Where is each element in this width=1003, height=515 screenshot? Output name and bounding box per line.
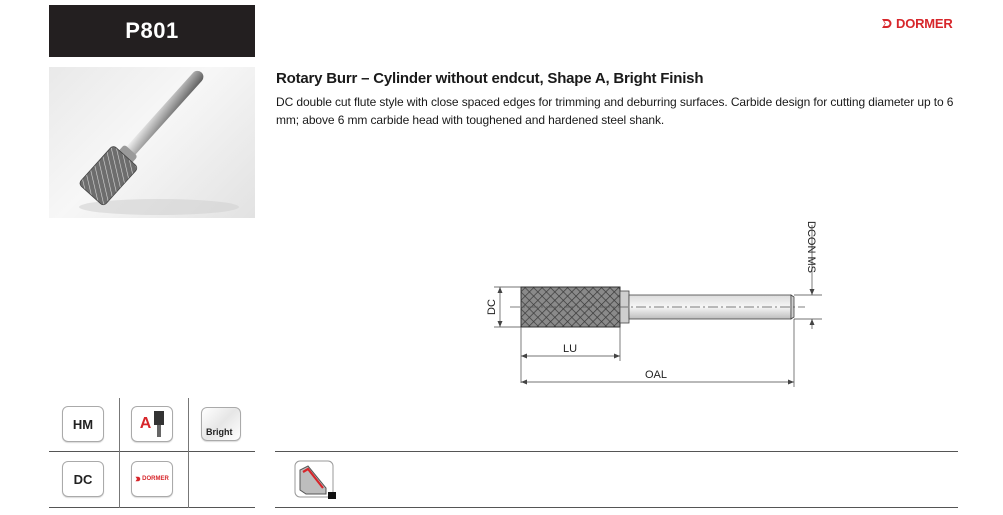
shape-badge <box>131 406 173 442</box>
dormer-logo-icon <box>881 18 893 29</box>
rotary-burr-image-icon <box>49 67 255 218</box>
finish-label: Bright <box>206 427 233 437</box>
lu-label: LU <box>562 343 578 355</box>
brand-name: DORMER <box>896 16 953 31</box>
material-badge: HM <box>62 406 104 442</box>
product-code: P801 <box>125 18 179 43</box>
brand-logo <box>881 16 953 31</box>
shape-badge-cell <box>131 405 173 443</box>
dc-label: DC <box>486 299 498 315</box>
application-divider <box>275 507 958 508</box>
product-description: DC double cut flute style with close spaced edges for trimming and deburring surfaces. Carbide design for cutting diameter up to 6 mm; above 6 mm carbide head with toughened and hardened steel shank. <box>276 95 954 127</box>
brand-badge <box>131 461 173 497</box>
grid-divider <box>49 451 255 452</box>
application-divider <box>275 451 958 452</box>
dormer-logo-icon <box>135 476 141 482</box>
grid-divider <box>49 507 255 508</box>
deburring-application-icon <box>294 460 338 500</box>
shape-letter: A <box>139 415 152 432</box>
material-badge-cell <box>62 405 104 443</box>
product-title: Rotary Burr – Cylinder without endcut, Shape A, Bright Finish <box>276 70 704 87</box>
oal-label: OAL <box>644 369 668 381</box>
application-badge-cell <box>293 460 339 500</box>
brand-badge-text: DORMER <box>142 476 169 482</box>
cut-badge: DC <box>62 461 104 497</box>
cut-badge-cell <box>62 460 104 498</box>
grid-divider <box>188 398 189 508</box>
burr-silhouette-icon <box>154 411 164 437</box>
grid-divider <box>119 398 120 508</box>
finish-badge-cell <box>200 405 242 443</box>
product-code-header <box>49 5 255 57</box>
dcon-label: DCON MS <box>805 221 817 273</box>
finish-badge <box>201 407 241 441</box>
brand-badge-cell <box>131 460 173 498</box>
product-photo <box>49 67 255 218</box>
technical-diagram <box>470 215 850 400</box>
